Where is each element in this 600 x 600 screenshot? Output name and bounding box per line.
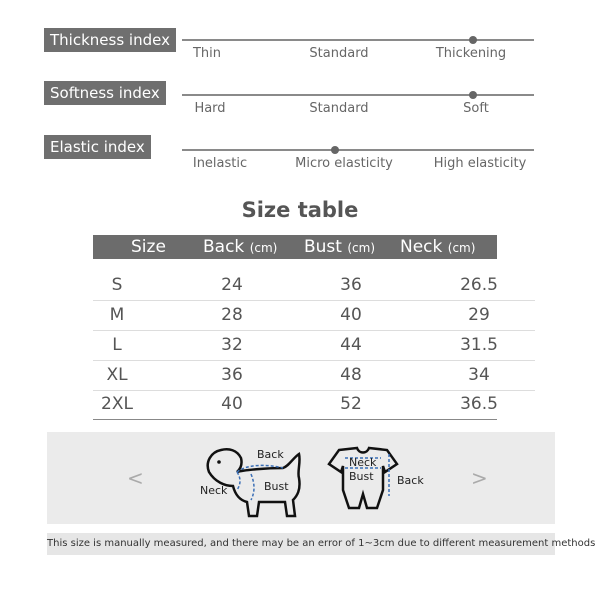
header-neck: Neck (cm) <box>400 237 476 257</box>
cell-size: L <box>112 335 122 355</box>
index-option: Micro elasticity <box>295 156 393 171</box>
prev-arrow-icon[interactable]: < <box>127 466 144 490</box>
table-row <box>93 271 535 301</box>
cell-neck: 31.5 <box>460 335 498 355</box>
index-label: Elastic index <box>44 135 151 159</box>
index-option: Standard <box>309 46 369 61</box>
table-row <box>93 390 497 420</box>
cell-bust: 52 <box>340 394 362 414</box>
measurement-footnote: This size is manually measured, and there may be an error of 1~3cm due to different measurement methods <box>47 533 555 555</box>
cell-neck: 29 <box>468 305 490 325</box>
cell-bust: 48 <box>340 365 362 385</box>
cell-back: 28 <box>221 305 243 325</box>
index-scale-line <box>182 94 534 96</box>
cell-neck: 26.5 <box>460 275 498 295</box>
cell-neck: 36.5 <box>460 394 498 414</box>
index-option: Soft <box>463 101 489 116</box>
cell-bust: 44 <box>340 335 362 355</box>
cell-back: 36 <box>221 365 243 385</box>
shirt-label-neck: Neck <box>349 456 377 469</box>
cell-size: XL <box>106 365 128 385</box>
shirt-label-bust: Bust <box>349 470 374 483</box>
table-row <box>93 361 535 391</box>
shirt-label-back: Back <box>397 474 424 487</box>
size-table-title: Size table <box>241 198 359 222</box>
dog-label-back: Back <box>257 448 284 461</box>
index-level-marker <box>331 146 339 154</box>
index-label: Softness index <box>44 81 166 105</box>
dog-label-bust: Bust <box>264 480 289 493</box>
table-row <box>93 301 535 331</box>
cell-size: 2XL <box>101 394 133 414</box>
index-option: High elasticity <box>433 156 527 171</box>
cell-back: 24 <box>221 275 243 295</box>
index-option: Thin <box>192 46 222 61</box>
index-scale-line <box>182 39 534 41</box>
cell-size: M <box>109 305 125 325</box>
next-arrow-icon[interactable]: > <box>471 466 488 490</box>
index-option: Hard <box>194 101 226 116</box>
index-scale-line <box>182 149 534 151</box>
header-back: Back (cm) <box>203 237 278 257</box>
index-label: Thickness index <box>44 28 176 52</box>
table-row <box>93 331 535 361</box>
index-level-marker <box>469 91 477 99</box>
index-option: Standard <box>309 101 369 116</box>
index-option: Inelastic <box>192 156 248 171</box>
cell-bust: 36 <box>340 275 362 295</box>
measurement-figure <box>47 432 555 524</box>
cell-back: 32 <box>221 335 243 355</box>
dog-label-neck: Neck <box>200 484 228 497</box>
cell-neck: 34 <box>468 365 490 385</box>
index-option: Thickening <box>435 46 507 61</box>
index-level-marker <box>469 36 477 44</box>
cell-bust: 40 <box>340 305 362 325</box>
cell-size: S <box>111 275 123 295</box>
size-table-header <box>93 235 497 259</box>
header-bust: Bust (cm) <box>304 237 376 257</box>
header-size: Size <box>131 237 166 257</box>
cell-back: 40 <box>221 394 243 414</box>
